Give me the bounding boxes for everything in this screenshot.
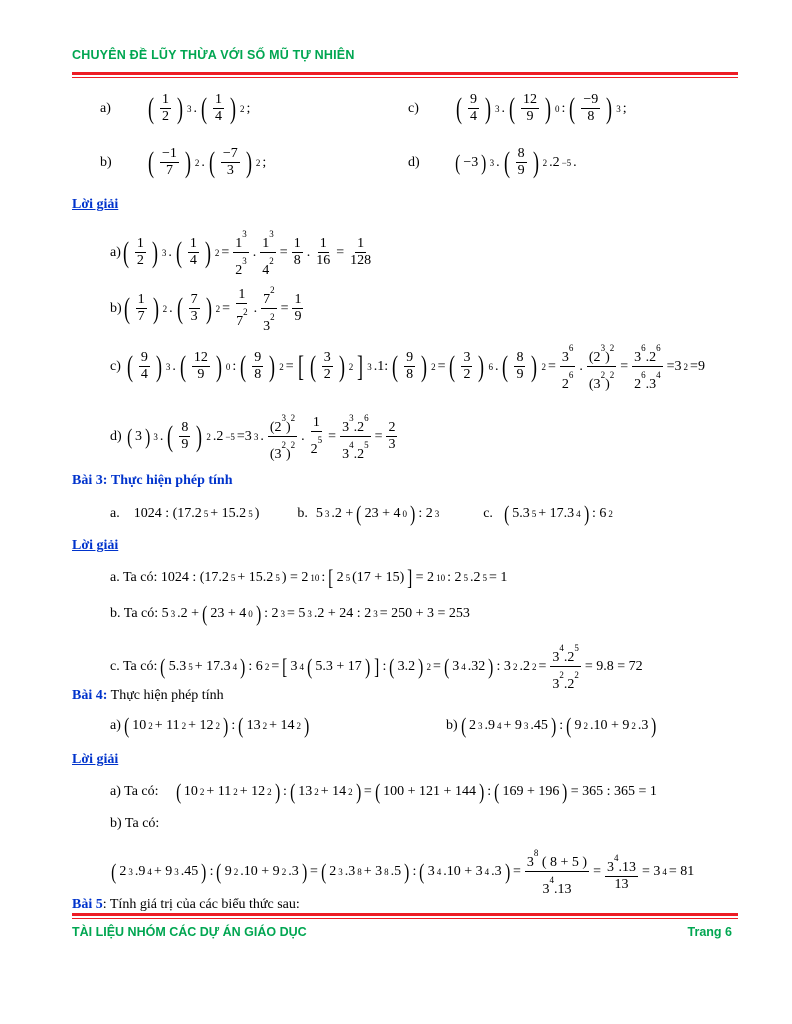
page-header-title: CHUYÊN ĐỀ LŨY THỪA VỚI SỐ MŨ TỰ NHIÊN bbox=[72, 48, 355, 62]
bai3-b: 5 3 .2 + ( 23 + 4 0 ) : 2 3 bbox=[315, 501, 440, 526]
exercise-a-expr: ( 1 2 ) 3 . ( 1 4 ) 2 ; bbox=[148, 91, 251, 125]
bai4-title: Thực hiện phép tính bbox=[110, 688, 224, 703]
footer-left: TÀI LIỆU NHÓM CÁC DỰ ÁN GIÁO DỤC bbox=[72, 925, 307, 939]
solution-c-expr: ( 9 4 ) 3 . ( 12 9 ) 0 : ( 9 8 ) 2 = [ ( 3 2 ) 2 ] 3 .1: ( 9 8 ) 2 = ( 3 2 ) 6 . ( 8 9 ) 2 = $3^6$ $2^6$ . $(2^3)^2$ $(3^2)^2$ = $3^6.2^6$ $2^6.3^4$ =3 2 =9 bbox=[125, 340, 705, 393]
bai3-number: Bài 3: bbox=[72, 473, 108, 488]
bai3-c: ( 5.3 5 + 17.3 4 ) : 6 2 bbox=[504, 501, 613, 526]
bai4-solution-b-expr: ( 2 3 .9 4 + 9 3 .45 ) : ( 9 2 .10 + 9 2 .3 ) = ( 2 3 .3 8 + 3 8 .5 ) : ( 3 4 .10 + 3 4 .3 ) = $3^8$ ( 8 + 5 ) $3^4.13$ = $3^4.13$ 13 = 3 4 = 81 bbox=[110, 845, 694, 898]
footer-rule bbox=[72, 913, 738, 919]
exercise-b-expr: ( −1 7 ) 2 . ( −7 3 ) 2 ; bbox=[148, 145, 267, 179]
exercise-a bbox=[100, 92, 250, 125]
solution-c-label: c) bbox=[110, 358, 121, 374]
bai3-solution-b bbox=[110, 603, 470, 625]
bai4-a-expr: a) ( 10 2 + 11 2 + 12 2 ) : ( 13 2 + 14 2 ) bbox=[110, 713, 310, 738]
exercise-c-label: c) bbox=[408, 100, 419, 116]
exercise-c bbox=[408, 92, 627, 125]
exercise-c-expr: ( 9 4 ) 3 . ( 12 9 ) 0 : ( −9 8 ) 3 ; bbox=[456, 91, 627, 125]
bai4-solution-b-label bbox=[110, 816, 159, 832]
footer-page-number: Trang 6 bbox=[687, 925, 732, 939]
bai4-solution-a bbox=[110, 781, 657, 803]
bai4-solution-a-expr: a) Ta có: ( 10 2 + 11 2 + 12 2 ) : ( 13 2 + 14 2 ) = ( 100 + 121 + 144 ) : ( 169 + 196 ) = 365 : 365 = 1 bbox=[110, 779, 657, 804]
bai3-tasks bbox=[110, 503, 613, 525]
solution-b-expr: ( 1 7 ) 2 . ( 7 3 ) 2 = 1 $7^2$ . $7^2$ $3^2$ = 1 9 bbox=[122, 282, 306, 335]
exercise-a-label: a) bbox=[100, 100, 111, 116]
bai3-a: 1024 : (17.2 5 + 15.2 5 ) bbox=[133, 506, 260, 521]
bai3-title: Thực hiện phép tính bbox=[110, 473, 233, 488]
bai4-b bbox=[446, 715, 658, 737]
solution-a-label: a) bbox=[110, 244, 121, 260]
exercise-d-expr: ( −3 ) 3 . ( 8 9 ) 2 .2 −5 . bbox=[455, 145, 577, 179]
solution-d bbox=[110, 410, 399, 463]
bai4-solution-b-label-text: b) Ta có: bbox=[110, 816, 160, 831]
bai3-solution-b-expr: b. Ta có: 5 3 .2 + ( 23 + 4 0 ) : 2 3 = 5 3 .2 + 24 : 2 3 = 250 + 3 = 253 bbox=[110, 601, 470, 626]
bai4-b-expr: b) ( 2 3 .9 4 + 9 3 .45 ) : ( 9 2 .10 + 9 2 .3 ) bbox=[446, 713, 657, 738]
solution-b-label: b) bbox=[110, 300, 122, 316]
bai4-a bbox=[110, 715, 310, 737]
solution-d-expr: ( 3 ) 3 . ( 8 9 ) 2 .2 −5 =3 3 . $(2^3)^2$ $(3^2)^2$ . 1 $2^5$ = $3^3.2^6$ $3^4.2^5$ = 2 3 bbox=[126, 410, 400, 463]
solution-heading-1: Lời giải bbox=[72, 197, 119, 212]
bai5-heading bbox=[72, 897, 300, 913]
bai5-title: : Tính giá trị của các biểu thức sau: bbox=[102, 897, 300, 912]
solution-b bbox=[110, 282, 305, 335]
solution-c bbox=[110, 340, 705, 393]
bai3-solution-c-expr: c. Ta có: ( 5.3 5 + 17.3 4 ) : 6 2 = [ 3 4 ( 5.3 + 17 ) ] : ( 3.2 ) 2 = ( 3 4 .32 ) : 3 2 .2 2 = $3^4.2^5$ $3^2.2^2$ = 9.8 = 72 bbox=[110, 640, 643, 693]
bai5-number: Bài 5 bbox=[72, 897, 103, 912]
bai3-heading bbox=[72, 473, 233, 489]
exercise-d bbox=[408, 146, 577, 179]
bai3-a-label: a. bbox=[110, 506, 120, 521]
solution-d-label: d) bbox=[110, 428, 122, 444]
bai3-c-label: c. bbox=[483, 506, 493, 521]
bai4-heading bbox=[72, 688, 224, 704]
bai3-solution-a-expr: a. Ta có: 1024 : (17.2 5 + 15.2 5 ) = 2 10 : [ 2 5 (17 + 15) ] = 2 10 : 2 5 .2 5 = 1 bbox=[110, 565, 508, 590]
solution-heading-3: Lời giải bbox=[72, 752, 119, 767]
bai3-b-label: b. bbox=[297, 506, 308, 521]
bai4-solution-b bbox=[110, 845, 694, 898]
solution-a-expr: ( 1 2 ) 3 . ( 1 4 ) 2 = $1^3$ $2^3$ . $1^3$ $4^2$ = 1 8 . 1 16 = 1 128 bbox=[121, 226, 375, 279]
solution-a bbox=[110, 226, 375, 279]
solution-heading-2: Lời giải bbox=[72, 538, 119, 553]
bai3-solution-c bbox=[110, 640, 643, 693]
header-rule bbox=[72, 72, 738, 78]
bai4-number: Bài 4: bbox=[72, 688, 108, 703]
exercise-d-label: d) bbox=[408, 154, 420, 170]
exercise-b-label: b) bbox=[100, 154, 112, 170]
bai3-solution-a bbox=[110, 567, 507, 589]
exercise-b bbox=[100, 146, 266, 179]
